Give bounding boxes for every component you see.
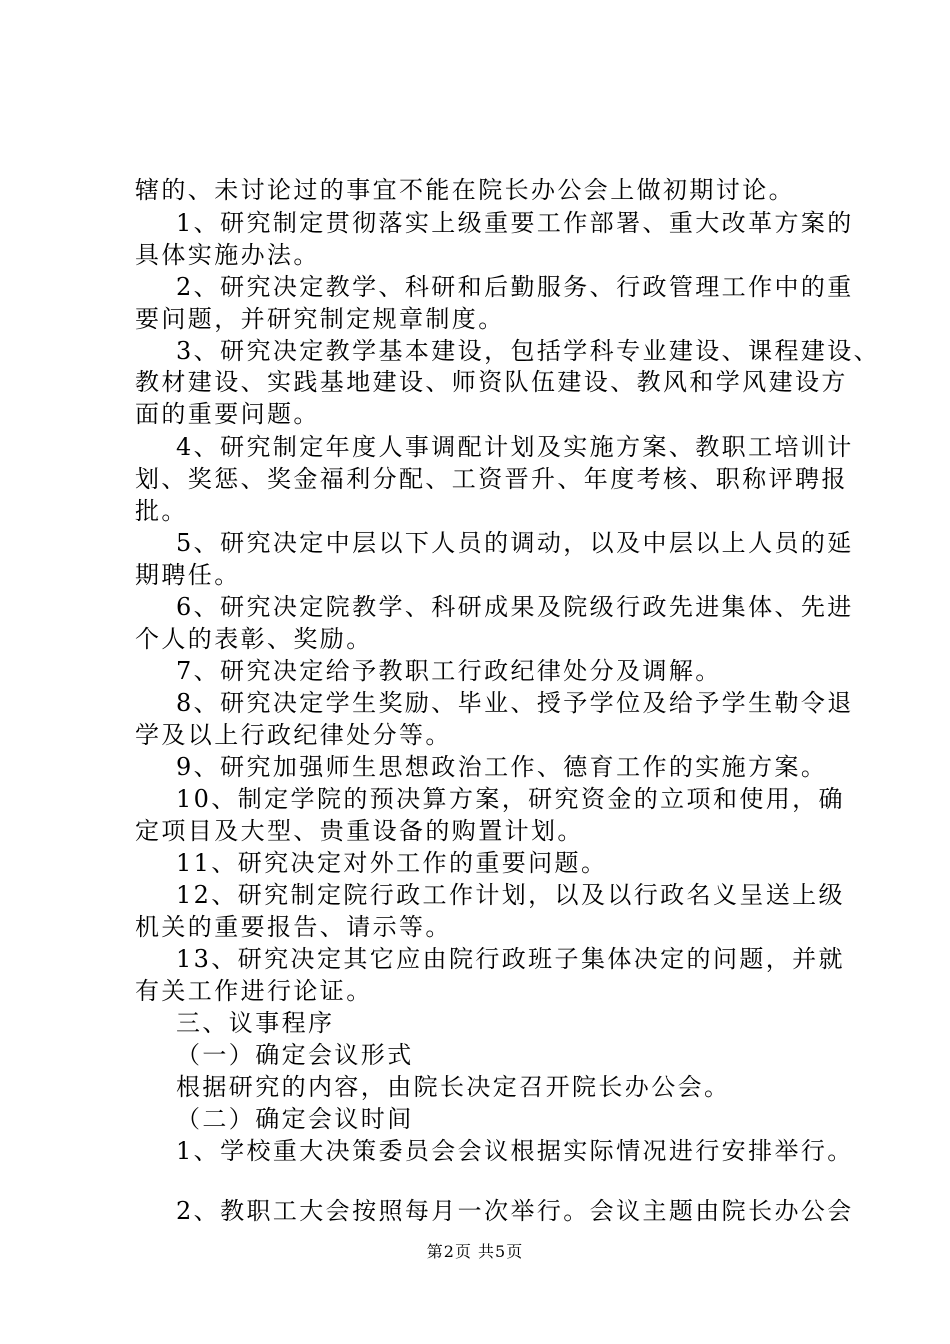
body-line: 个人的表彰、奖励。 [135, 625, 373, 653]
subsection-heading: （二）确定会议时间 [176, 1105, 414, 1133]
body-line: 10、制定学院的预决算方案，研究资金的立项和使用，确 [176, 785, 845, 813]
body-line: 11、研究决定对外工作的重要问题。 [176, 849, 608, 877]
body-line: 有关工作进行论证。 [135, 977, 373, 1005]
body-line: 机关的重要报告、请示等。 [135, 913, 452, 941]
body-line: 13、研究决定其它应由院行政班子集体决定的问题，并就 [176, 945, 845, 973]
body-line: 面的重要问题。 [135, 400, 320, 428]
body-line: 4、研究制定年度人事调配计划及实施方案、教职工培训计 [176, 433, 854, 461]
body-line: 批。 [135, 497, 188, 525]
body-line: 1、学校重大决策委员会会议根据实际情况进行安排举行。 [176, 1137, 854, 1165]
body-line: 7、研究决定给予教职工行政纪律处分及调解。 [176, 657, 722, 685]
body-line: 具体实施办法。 [135, 241, 320, 269]
body-line: 期聘任。 [135, 561, 241, 589]
body-line: 2、教职工大会按照每月一次举行。会议主题由院长办公会 [176, 1197, 854, 1225]
section-heading: 三、议事程序 [176, 1009, 335, 1037]
page-number-footer: 第2页 共5页 [426, 1242, 524, 1261]
body-line: 6、研究决定院教学、科研成果及院级行政先进集体、先进 [176, 593, 854, 621]
body-line: 1、研究制定贯彻落实上级重要工作部署、重大改革方案的 [176, 209, 854, 237]
body-line: 3、研究决定教学基本建设，包括学科专业建设、课程建设、 [176, 337, 881, 365]
body-line: 12、研究制定院行政工作计划，以及以行政名义呈送上级 [176, 881, 845, 909]
body-line: 辖的、未讨论过的事宜不能在院长办公会上做初期讨论。 [135, 176, 795, 204]
body-line: 定项目及大型、贵重设备的购置计划。 [135, 817, 584, 845]
subsection-heading: （一）确定会议形式 [176, 1041, 414, 1069]
body-line: 划、奖惩、奖金福利分配、工资晋升、年度考核、职称评聘报 [135, 465, 848, 493]
body-line: 学及以上行政纪律处分等。 [135, 721, 452, 749]
body-line: 8、研究决定学生奖励、毕业、授予学位及给予学生勒令退 [176, 689, 854, 717]
body-line: 教材建设、实践基地建设、师资队伍建设、教风和学风建设方 [135, 368, 848, 396]
body-line: 要问题，并研究制定规章制度。 [135, 305, 505, 333]
body-line: 2、研究决定教学、科研和后勤服务、行政管理工作中的重 [176, 273, 854, 301]
body-line: 9、研究加强师生思想政治工作、德育工作的实施方案。 [176, 753, 828, 781]
body-line: 5、研究决定中层以下人员的调动，以及中层以上人员的延 [176, 529, 854, 557]
body-line: 根据研究的内容，由院长决定召开院长办公会。 [176, 1073, 731, 1101]
